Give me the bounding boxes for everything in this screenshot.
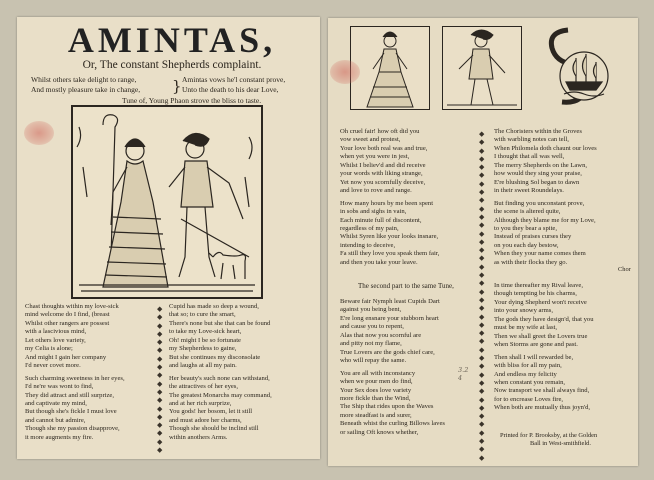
verse-line: How many hours by me been spent <box>340 199 434 207</box>
verse-line: True Lovers are the gods chief care, <box>340 348 435 356</box>
verse-line: But finding you unconstant prove, <box>494 199 585 207</box>
verse-line: to take my Love-sick heart, <box>169 328 242 336</box>
verse-line: more steadfast is and surer, <box>340 411 412 419</box>
verse-line: Although they blame me for my Love, <box>494 216 596 224</box>
verse-line: the scene is altered quite, <box>494 208 561 216</box>
verse-line: within anothers Arms. <box>169 433 228 441</box>
verse-line: when yet you were in jest, <box>340 153 410 161</box>
ballad-title: AMINTAS, <box>67 20 277 60</box>
verse-line: Cupid has made so deep a wound, <box>169 303 259 310</box>
verse-line: in their sweet Roundelays. <box>494 187 564 195</box>
verse-line: vow sweet and protest, <box>340 136 401 144</box>
verse-line: your words with liking strange, <box>340 170 423 178</box>
verse-line: Whilst I believ'd and did receive <box>340 161 426 169</box>
verse-line: Beneath whist the curling Billows laves <box>340 420 445 428</box>
verse-line: and pitty not my flame, <box>340 340 402 348</box>
stanza <box>340 298 445 366</box>
library-stamp <box>330 60 360 84</box>
stanza <box>494 128 597 196</box>
verse-line: and must adore her charms, <box>169 416 242 424</box>
verse-line: They did attract and still surprize, <box>25 391 114 399</box>
verse-line: for to encrease Loves fire, <box>494 395 564 403</box>
summary-left <box>31 75 140 95</box>
verse-line: When they your name comes them <box>494 250 586 258</box>
verse-line: The merry Shepherds on the Lawn, <box>494 161 588 169</box>
woodcut-couple-drawing <box>73 107 261 297</box>
verse-line: my Celia is alone; <box>25 345 73 353</box>
verse-line: Fa still they love you speak them fair, <box>340 250 440 258</box>
verse-line: When Philomela doth chaunt our loves <box>494 144 597 152</box>
verse-line: Then shall I will rewarded be, <box>494 353 574 361</box>
printer-imprint <box>500 432 597 449</box>
verse-line: intending to deceive, <box>340 241 396 249</box>
verse-line: as with their flocks they go. <box>494 258 568 266</box>
imprint-line: Printed for P. Brooksby, at the Golden <box>500 432 598 439</box>
stanza <box>169 375 272 443</box>
pencil-shelfmark <box>458 366 468 382</box>
verse-line: E're blushing Sol began to dawn <box>494 178 580 186</box>
verse-line: Each minute full of discontent, <box>340 216 422 224</box>
verse-line: Yet now you scornfully deceive, <box>340 178 426 186</box>
verse-line: and then you take your leave. <box>340 258 418 266</box>
right-verse-column-2 <box>494 128 597 271</box>
verse-line: that so; to cure the smart, <box>169 311 236 319</box>
verse-line: You are all with inconstancy <box>340 369 416 377</box>
woodcut-lady-drawing <box>351 27 429 109</box>
verse-line: in sobs and sighs in vain, <box>340 208 407 216</box>
stanza <box>340 370 445 438</box>
column-divider-ornament: ◆ ◆ ◆ ◆ ◆ ◆ ◆ ◆ ◆ ◆ ◆ ◆ ◆ ◆ ◆ ◆ ◆ ◆ <box>157 305 163 455</box>
verse-line: and captivate my mind, <box>25 399 87 407</box>
tune-line: Tune of, Young Phaon strove the bliss to taste. <box>122 96 262 105</box>
stanza <box>340 128 439 196</box>
ballad-subtitle: Or, The constant Shepherds complaint. <box>82 59 262 71</box>
stanza <box>25 375 125 443</box>
verse-line: the attractives of her eyes, <box>169 383 239 391</box>
stanza <box>340 200 439 268</box>
verse-line: Whilst other rangers are possest <box>25 319 110 327</box>
summary-right-line: Unto the death to his dear Love, <box>182 85 279 94</box>
stanza <box>494 200 597 268</box>
verse-line: In time thereafter my Rival leave, <box>494 282 583 289</box>
verse-line: who will repay the same. <box>340 357 407 365</box>
verse-line: more fickle than the Wind, <box>340 394 411 402</box>
ship-initial-s-drawing <box>538 26 618 108</box>
verse-line: Then we shall greet the Lovers true <box>494 332 588 340</box>
verse-line: Your Sex does love variety <box>340 386 412 394</box>
right-broadside-sheet <box>328 18 638 466</box>
verse-line: The greatest Monarchs may command, <box>169 391 272 399</box>
verse-line: You gods! her bosom, let it still <box>169 408 253 416</box>
verse-line: When both are mutually thus joyn'd, <box>494 404 591 412</box>
woodcut-gentleman-drawing <box>443 27 521 109</box>
verse-line: Your dying Shepherd won't receive <box>494 298 587 306</box>
second-part-heading: The second part to the same Tune, <box>358 282 454 290</box>
verse-line: I'd ne're was wont to find, <box>25 383 94 391</box>
verse-line: and cause you to repent, <box>340 323 404 331</box>
verse-line: Though she should be inclind still <box>169 425 259 433</box>
verse-line: Chast thoughts within my love-sick <box>25 303 119 310</box>
pencil-note-line: 4 <box>458 374 463 382</box>
woodcut-lady-panel <box>350 26 430 110</box>
woodcut-ship-initial <box>538 26 618 108</box>
verse-line: I thought that all was well, <box>494 153 565 161</box>
verse-line: Now transport we shall always find, <box>494 387 590 395</box>
stanza <box>494 282 594 350</box>
verse-line: must be my wife at last, <box>494 324 557 332</box>
verse-line: when Storms are gone and past. <box>494 341 578 349</box>
summary-right <box>182 75 285 95</box>
verse-line: But though she's fickle I must love <box>25 408 117 416</box>
left-broadside-sheet <box>17 17 320 459</box>
verse-line: Alas that now you scornful are <box>340 331 422 339</box>
verse-line: and cannot but admire, <box>25 416 86 424</box>
verse-line: And endless my felicity <box>494 370 557 378</box>
verse-line: against you being bent, <box>340 306 402 314</box>
verse-line: Her beauty's such none can withstand, <box>169 374 270 382</box>
verse-line: E're long ensnare your stubborn heart <box>340 314 439 322</box>
verse-line: when constant you remain, <box>494 378 566 386</box>
verse-line: Though she my passion disapprove, <box>25 425 120 433</box>
verse-line: when we pour men do find, <box>340 378 413 386</box>
stanza <box>494 354 594 413</box>
verse-line: with a lascivious mind, <box>25 328 87 336</box>
verse-line: Instead of praises curses they <box>494 233 572 241</box>
verse-line: Oh cruel fair! how oft did you <box>340 128 420 135</box>
summary-left-line: And mostly pleasure take in change, <box>31 85 141 94</box>
catchword-margin: Chor <box>618 266 631 273</box>
verse-line: and laughs at all my pain. <box>169 362 237 370</box>
library-stamp <box>24 121 54 145</box>
verse-line: how would they sing your praise, <box>494 170 582 178</box>
verse-line: or sailing Oft knows whether, <box>340 428 419 436</box>
verse-line: with bliss for all my pain, <box>494 362 562 370</box>
right-verse-column-1 <box>340 128 439 271</box>
verse-line: And might I gain her company <box>25 353 107 361</box>
verse-line: But she continues my disconsolate <box>169 353 261 361</box>
verse-line: Your love both real was and true, <box>340 144 428 152</box>
verse-line: The Ship that rides upon the Waves <box>340 403 434 411</box>
verse-line: it more augments my fire. <box>25 433 94 441</box>
verse-line: Oh! might I be so fortunate <box>169 336 241 344</box>
verse-line: mind welcome do I find, (breast <box>25 311 110 319</box>
verse-line: my Shepherdess to gaine, <box>169 345 237 353</box>
verse-line: and at her rich surprize, <box>169 399 232 407</box>
imprint-line: Ball in West-smithfield. <box>530 440 591 448</box>
woodcut-couple-illustration <box>71 105 263 299</box>
verse-line: into your snowy arms, <box>494 307 553 315</box>
pencil-note-line: 3.2 <box>458 366 469 374</box>
summary-left-line: Whilst others take delight to range, <box>31 75 137 84</box>
stanza <box>25 303 125 371</box>
verse-line: Such charming sweetness in her eyes, <box>25 374 125 382</box>
verse-column-1 <box>25 303 125 446</box>
verse-line: with warbling notes can tell, <box>494 136 569 144</box>
right-verse-column-1-part2 <box>340 298 445 441</box>
right-verse-column-2-part2 <box>494 282 594 417</box>
column-divider-ornament: ◆ ◆ ◆ ◆ ◆ ◆ ◆ ◆ ◆ ◆ ◆ ◆ ◆ ◆ ◆ ◆ ◆ ◆ ◆ ◆ ◆ ◆ ◆ ◆ ◆ ◆ ◆ ◆ ◆ ◆ ◆ ◆ ◆ ◆ ◆ ◆ ◆ ◆ ◆ ◆ <box>479 130 485 462</box>
verse-line: to you they bear a spite, <box>494 224 557 232</box>
brace-glyph: } <box>172 77 182 95</box>
verse-line: The Choristers within the Groves <box>494 128 582 135</box>
verse-line: Let others love variety, <box>25 336 86 344</box>
stanza <box>169 303 272 371</box>
verse-line: The gods they have design'd, that you <box>494 315 594 323</box>
woodcut-gentleman-panel <box>442 26 522 110</box>
verse-column-2 <box>169 303 272 446</box>
verse-line: regardless of my pain, <box>340 224 399 232</box>
verse-line: Whilst Syren like your looks insnare, <box>340 233 439 241</box>
verse-line: There's none but she that can be found <box>169 319 271 327</box>
summary-right-line: Amintas vows he'l constant prove, <box>182 75 286 84</box>
verse-line: and love to rove and range. <box>340 187 412 195</box>
verse-line: I'd never covet more. <box>25 362 81 370</box>
verse-line: though tempting be his charms, <box>494 290 577 298</box>
verse-line: Beware fair Nymph least Cupids Dart <box>340 298 440 305</box>
verse-line: on you each day bestow, <box>494 241 559 249</box>
woodcut-strip <box>350 26 618 108</box>
